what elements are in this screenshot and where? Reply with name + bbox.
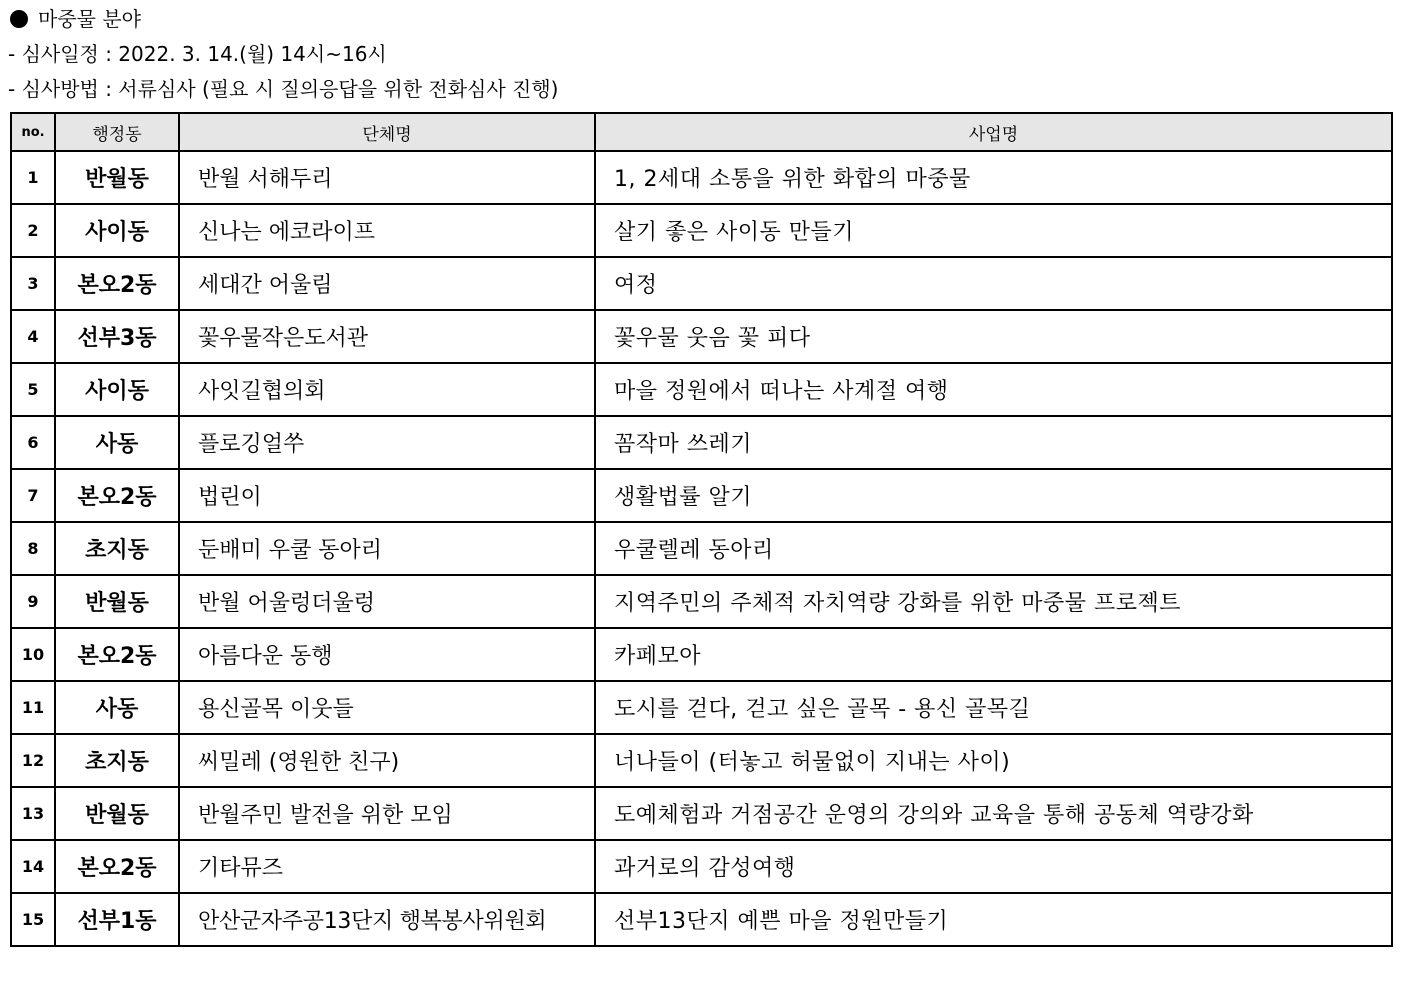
row-no: 6 <box>11 416 55 469</box>
row-project-name: 꼼작마 쓰레기 <box>595 416 1392 469</box>
row-group-name: 사잇길협의회 <box>179 363 595 416</box>
header-no: no. <box>11 113 55 151</box>
row-project-name: 도예체험과 거점공간 운영의 강의와 교육을 통해 공동체 역량강화 <box>595 787 1392 840</box>
row-group-name: 기타뮤즈 <box>179 840 595 893</box>
table-row <box>11 681 1392 734</box>
table-row <box>11 893 1392 946</box>
row-group-name: 씨밀레 (영원한 친구) <box>179 734 595 787</box>
table-row <box>11 734 1392 787</box>
row-no: 9 <box>11 575 55 628</box>
table-row <box>11 522 1392 575</box>
row-project-name: 마을 정원에서 떠나는 사계절 여행 <box>595 363 1392 416</box>
row-no: 7 <box>11 469 55 522</box>
row-no: 4 <box>11 310 55 363</box>
row-no: 13 <box>11 787 55 840</box>
row-no: 11 <box>11 681 55 734</box>
row-group-name: 안산군자주공13단지 행복봉사위원회 <box>179 893 595 946</box>
row-no: 15 <box>11 893 55 946</box>
row-dong: 본오2동 <box>55 469 179 522</box>
row-no: 2 <box>11 204 55 257</box>
row-project-name: 1, 2세대 소통을 위한 화합의 마중물 <box>595 151 1392 204</box>
row-dong: 본오2동 <box>55 628 179 681</box>
section-title-line <box>8 2 1388 37</box>
row-project-name: 꽃우물 웃음 꽃 피다 <box>595 310 1392 363</box>
bullet-icon <box>10 10 28 28</box>
row-project-name: 카페모아 <box>595 628 1392 681</box>
row-group-name: 플로깅얼쑤 <box>179 416 595 469</box>
row-dong: 반월동 <box>55 787 179 840</box>
table-row <box>11 469 1392 522</box>
table-header-row <box>11 113 1392 151</box>
row-no: 10 <box>11 628 55 681</box>
row-dong: 사이동 <box>55 363 179 416</box>
table-row <box>11 363 1392 416</box>
row-project-name: 우쿨렐레 동아리 <box>595 522 1392 575</box>
row-no: 1 <box>11 151 55 204</box>
row-dong: 사동 <box>55 681 179 734</box>
row-dong: 본오2동 <box>55 257 179 310</box>
row-group-name: 반월 어울렁더울렁 <box>179 575 595 628</box>
row-dong: 사동 <box>55 416 179 469</box>
row-dong: 선부1동 <box>55 893 179 946</box>
table-row <box>11 840 1392 893</box>
row-group-name: 반월주민 발전을 위한 모임 <box>179 787 595 840</box>
row-no: 3 <box>11 257 55 310</box>
header-group: 단체명 <box>179 113 595 151</box>
row-group-name: 아름다운 동행 <box>179 628 595 681</box>
row-project-name: 지역주민의 주체적 자치역량 강화를 위한 마중물 프로젝트 <box>595 575 1392 628</box>
table-row <box>11 151 1392 204</box>
row-no: 8 <box>11 522 55 575</box>
table-row <box>11 416 1392 469</box>
section-title: 마중물 분야 <box>38 7 141 31</box>
row-dong: 초지동 <box>55 734 179 787</box>
row-dong: 본오2동 <box>55 840 179 893</box>
table-row <box>11 628 1392 681</box>
row-group-name: 용신골목 이웃들 <box>179 681 595 734</box>
row-no: 12 <box>11 734 55 787</box>
row-group-name: 신나는 에코라이프 <box>179 204 595 257</box>
row-dong: 반월동 <box>55 151 179 204</box>
header-project: 사업명 <box>595 113 1392 151</box>
row-no: 14 <box>11 840 55 893</box>
row-dong: 초지동 <box>55 522 179 575</box>
table-row <box>11 310 1392 363</box>
row-project-name: 생활법률 알기 <box>595 469 1392 522</box>
row-no: 5 <box>11 363 55 416</box>
table-body <box>11 151 1392 946</box>
row-group-name: 꽃우물작은도서관 <box>179 310 595 363</box>
row-dong: 선부3동 <box>55 310 179 363</box>
table-row <box>11 257 1392 310</box>
table-row <box>11 575 1392 628</box>
row-group-name: 세대간 어울림 <box>179 257 595 310</box>
row-dong: 사이동 <box>55 204 179 257</box>
row-project-name: 살기 좋은 사이동 만들기 <box>595 204 1392 257</box>
review-schedule-table <box>10 112 1393 947</box>
row-project-name: 선부13단지 예쁜 마을 정원만들기 <box>595 893 1392 946</box>
table-row <box>11 204 1392 257</box>
row-group-name: 반월 서해두리 <box>179 151 595 204</box>
section-header <box>8 2 1388 107</box>
row-project-name: 너나들이 (터놓고 허물없이 지내는 사이) <box>595 734 1392 787</box>
row-project-name: 과거로의 감성여행 <box>595 840 1392 893</box>
header-dong: 행정동 <box>55 113 179 151</box>
row-group-name: 둔배미 우쿨 동아리 <box>179 522 595 575</box>
row-project-name: 도시를 걷다, 걷고 싶은 골목 - 용신 골목길 <box>595 681 1392 734</box>
row-group-name: 법린이 <box>179 469 595 522</box>
schedule-line: - 심사일정 : 2022. 3. 14.(월) 14시~16시 <box>8 42 387 66</box>
row-dong: 반월동 <box>55 575 179 628</box>
row-project-name: 여정 <box>595 257 1392 310</box>
table-row <box>11 787 1392 840</box>
method-line: - 심사방법 : 서류심사 (필요 시 질의응답을 위한 전화심사 진행) <box>8 77 559 101</box>
